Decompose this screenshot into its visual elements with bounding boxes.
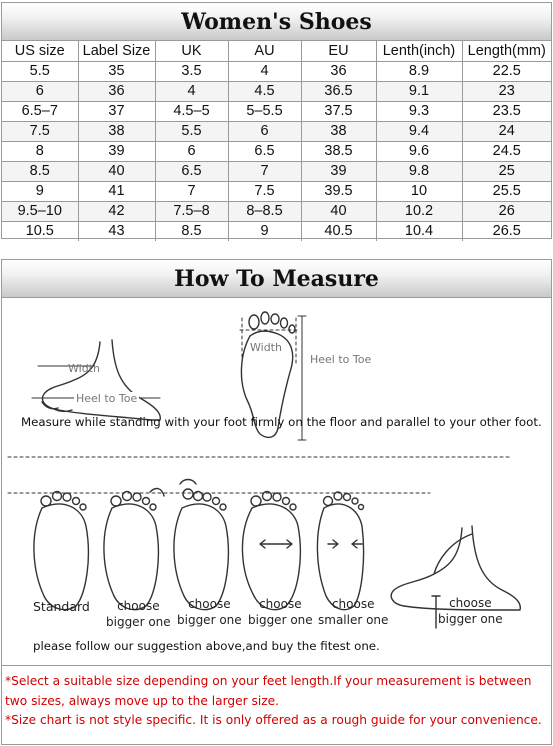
table-cell: 43 [78,221,155,241]
table-cell: 41 [78,181,155,201]
measure-panel [1,259,552,745]
width-label-side: Width [68,362,100,375]
table-cell: 22.5 [462,61,551,81]
table-cell: 35 [78,61,155,81]
table-cell: 36 [78,81,155,101]
table-cell: 9.4 [376,121,462,141]
header-us-size: US size [2,41,78,61]
notes [2,666,551,735]
foot-label-3: choose bigger one [177,597,242,627]
table-cell: 26.5 [462,221,551,241]
table-cell: 10.5 [2,221,78,241]
foot-long-toe-icon [174,480,228,610]
table-cell: 37.5 [301,101,376,121]
table-cell: 8.9 [376,61,462,81]
table-cell: 10.4 [376,221,462,241]
table-row [2,221,551,241]
table-row [2,161,551,181]
table-cell: 36 [301,61,376,81]
table-cell: 6 [2,81,78,101]
table-cell: 6.5 [228,141,301,161]
table-cell: 9.8 [376,161,462,181]
table-cell: 39 [78,141,155,161]
header-label-size: Label Size [78,41,155,61]
table-row [2,101,551,121]
table-cell: 25 [462,161,551,181]
note-line-1: *Select a suitable size depending on your feet length.If your measurement is between two sizes, always move up to the larger size. [5,674,532,708]
table-cell: 8.5 [2,161,78,181]
table-cell: 9 [228,221,301,241]
table-cell: 10.2 [376,201,462,221]
table-cell: 6.5 [155,161,228,181]
table-cell: 9 [2,181,78,201]
foot-wide-toe-icon [104,489,164,610]
table-cell: 38 [301,121,376,141]
foot-label-5: choose smaller one [318,597,389,627]
side-foot-icon [42,340,160,420]
table-cell: 8–8.5 [228,201,301,221]
table-cell: 26 [462,201,551,221]
table-cell: 9.1 [376,81,462,101]
table-cell: 6 [228,121,301,141]
heel-to-toe-label-top: Heel to Toe [310,353,372,366]
table-cell: 40.5 [301,221,376,241]
width-label-top: Width [250,341,282,354]
table-cell: 39 [301,161,376,181]
table-cell: 38.5 [301,141,376,161]
table-cell: 4.5–5 [155,101,228,121]
foot-wide-icon [242,492,300,610]
foot-standard-icon [34,492,88,610]
table-cell: 3.5 [155,61,228,81]
table-cell: 38 [78,121,155,141]
table-cell: 9.5–10 [2,201,78,221]
table-cell: 5.5 [155,121,228,141]
size-chart-title: Women's Shoes [2,3,551,41]
heel-to-toe-label-side: Heel to Toe [76,392,138,405]
size-chart-panel [1,2,552,239]
table-cell: 7.5–8 [155,201,228,221]
measure-instruction: Measure while standing with your foot firmly on the floor and parallel to your other foot. [21,415,542,429]
table-header-row [2,41,551,61]
table-cell: 36.5 [301,81,376,101]
table-cell: 23.5 [462,101,551,121]
table-row [2,141,551,161]
foot-label-2: choose bigger one [106,599,171,629]
table-cell: 4 [228,61,301,81]
foot-label-4: choose bigger one [248,597,313,627]
table-row [2,181,551,201]
foot-narrow-icon [317,492,363,610]
table-cell: 8.5 [155,221,228,241]
table-cell: 37 [78,101,155,121]
size-table [2,41,551,241]
table-cell: 40 [78,161,155,181]
table-cell: 5.5 [2,61,78,81]
table-cell: 25.5 [462,181,551,201]
table-cell: 4.5 [228,81,301,101]
table-cell: 39.5 [301,181,376,201]
header-length-mm: Length(mm) [462,41,551,61]
table-cell: 40 [301,201,376,221]
table-cell: 7 [155,181,228,201]
table-cell: 23 [462,81,551,101]
table-row [2,121,551,141]
foot-label-6: choose bigger one [438,596,503,626]
table-row [2,81,551,101]
table-cell: 24 [462,121,551,141]
table-cell: 9.3 [376,101,462,121]
table-cell: 24.5 [462,141,551,161]
table-cell: 9.6 [376,141,462,161]
measure-title: How To Measure [2,260,551,298]
table-cell: 8 [2,141,78,161]
table-cell: 7.5 [2,121,78,141]
foot-label-standard: Standard [33,599,90,614]
table-cell: 6.5–7 [2,101,78,121]
table-cell: 7 [228,161,301,181]
table-cell: 5–5.5 [228,101,301,121]
suggestion-text: please follow our suggestion above,and buy the fitest one. [33,639,380,653]
table-cell: 10 [376,181,462,201]
header-au: AU [228,41,301,61]
measure-illustration [2,298,551,666]
table-cell: 7.5 [228,181,301,201]
table-cell: 42 [78,201,155,221]
header-length-inch: Lenth(inch) [376,41,462,61]
header-eu: EU [301,41,376,61]
table-row [2,61,551,81]
table-cell: 4 [155,81,228,101]
note-line-2: *Size chart is not style specific. It is only offered as a rough guide for your convenience. [5,713,542,727]
header-uk: UK [155,41,228,61]
table-cell: 6 [155,141,228,161]
table-row [2,201,551,221]
